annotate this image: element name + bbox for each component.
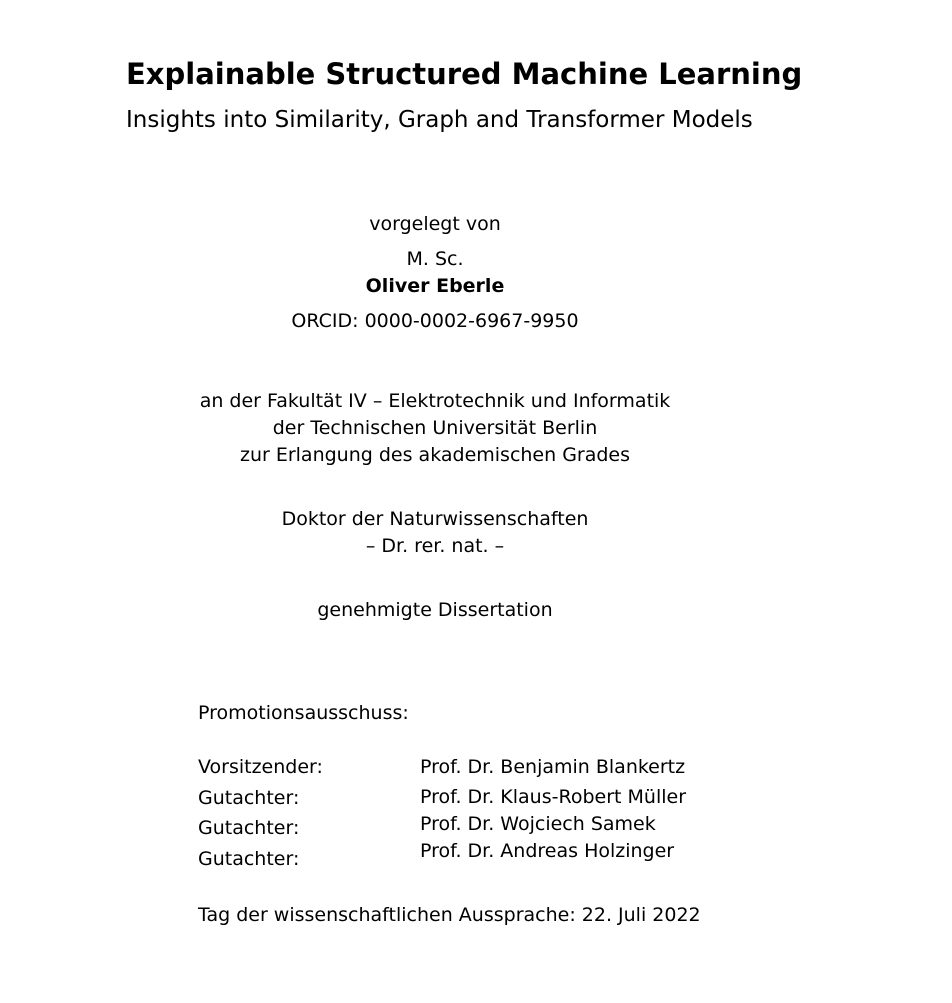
- committee-role: Gutachter:: [198, 787, 300, 809]
- committee-heading: Promotionsausschuss:: [198, 702, 409, 724]
- defense-date: Tag der wissenschaftlichen Aussprache: 22. Juli 2022: [198, 904, 701, 926]
- committee-member-name: Prof. Dr. Benjamin Blankertz: [420, 756, 686, 778]
- faculty-line-1: an der Fakultät IV – Elektrotechnik und Informatik: [199, 390, 671, 412]
- committee-role: Gutachter:: [198, 817, 300, 839]
- faculty-line-2: der Technischen Universität Berlin: [272, 417, 598, 439]
- thesis-title: Explainable Structured Machine Learning: [126, 57, 803, 91]
- committee-member-name: Prof. Dr. Wojciech Samek: [420, 813, 656, 835]
- submitted-by-label: vorgelegt von: [369, 213, 501, 235]
- committee-member-name: Prof. Dr. Andreas Holzinger: [420, 840, 675, 862]
- faculty-line-3: zur Erlangung des akademischen Grades: [239, 444, 631, 466]
- degree-prefix: M. Sc.: [406, 248, 464, 270]
- orcid: ORCID: 0000-0002-6967-9950: [291, 310, 579, 332]
- dissertation-approval: genehmigte Dissertation: [317, 599, 553, 621]
- committee-role: Gutachter:: [198, 848, 300, 870]
- committee-member-name: Prof. Dr. Klaus-Robert Müller: [420, 786, 686, 808]
- thesis-subtitle: Insights into Similarity, Graph and Transformer Models: [126, 107, 753, 133]
- degree-abbreviation: – Dr. rer. nat. –: [365, 535, 505, 557]
- author-name: Oliver Eberle: [365, 275, 505, 297]
- degree-name: Doktor der Naturwissenschaften: [281, 508, 589, 530]
- committee-role: Vorsitzender:: [198, 756, 323, 778]
